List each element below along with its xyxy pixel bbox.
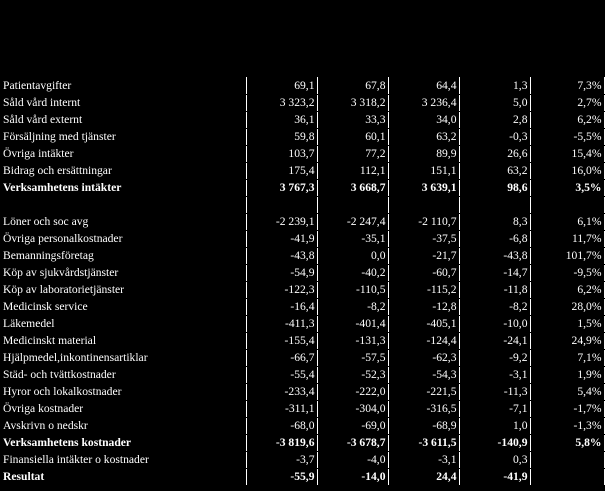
value-col-3: 151,1 xyxy=(388,162,459,179)
table-row xyxy=(0,417,604,434)
value-col-2: -52,3 xyxy=(317,366,388,383)
value-col-3: 63,2 xyxy=(388,128,459,145)
value-col-5: -1,3% xyxy=(530,417,604,434)
value-col-4: -41,9 xyxy=(459,468,530,485)
value-col-3: -316,5 xyxy=(388,400,459,417)
row-label: Läkemedel xyxy=(0,315,246,332)
row-label: Bemanningsföretag xyxy=(0,247,246,264)
value-col-5: 5,8% xyxy=(530,434,604,451)
value-col-4: 63,2 xyxy=(459,162,530,179)
value-col-2: 112,1 xyxy=(317,162,388,179)
value-col-3: -37,5 xyxy=(388,230,459,247)
value-col-2: -40,2 xyxy=(317,264,388,281)
row-label: Resultat xyxy=(0,468,246,485)
value-col-4: -140,9 xyxy=(459,434,530,451)
value-col-5 xyxy=(530,468,604,485)
value-col-1: -43,8 xyxy=(246,247,317,264)
value-col-1: -66,7 xyxy=(246,349,317,366)
value-col-1: -55,9 xyxy=(246,468,317,485)
table-row xyxy=(0,315,604,332)
value-col-2: -401,4 xyxy=(317,315,388,332)
value-col-3: -221,5 xyxy=(388,383,459,400)
value-col-3: -62,3 xyxy=(388,349,459,366)
value-col-5: 3,5% xyxy=(530,179,604,196)
value-col-2: 67,8 xyxy=(317,77,388,94)
table-row xyxy=(0,94,604,111)
value-col-3: -21,7 xyxy=(388,247,459,264)
value-col-2: -2 247,4 xyxy=(317,213,388,230)
table-row xyxy=(0,213,604,230)
table-row xyxy=(0,383,604,400)
table-row xyxy=(0,451,604,468)
table-row xyxy=(0,196,604,213)
value-col-3: -60,7 xyxy=(388,264,459,281)
value-col-2: 3 668,7 xyxy=(317,179,388,196)
value-col-2: -3 678,7 xyxy=(317,434,388,451)
table-row xyxy=(0,468,604,485)
row-label: Avskrivn o nedskr xyxy=(0,417,246,434)
row-label: Hyror och lokalkostnader xyxy=(0,383,246,400)
value-col-1: -3 819,6 xyxy=(246,434,317,451)
value-col-4: 1,3 xyxy=(459,77,530,94)
value-col-1: -3,7 xyxy=(246,451,317,468)
value-col-3: -3,1 xyxy=(388,451,459,468)
row-label: Övriga personalkostnader xyxy=(0,230,246,247)
row-label: Köp av sjukvårdstjänster xyxy=(0,264,246,281)
table-row xyxy=(0,298,604,315)
value-col-1: -311,1 xyxy=(246,400,317,417)
table-row xyxy=(0,162,604,179)
row-label: Hjälpmedel,inkontinensartiklar xyxy=(0,349,246,366)
value-col-5: 7,1% xyxy=(530,349,604,366)
value-col-1: 3 767,3 xyxy=(246,179,317,196)
value-col-4: -11,8 xyxy=(459,281,530,298)
value-col-1: -233,4 xyxy=(246,383,317,400)
value-col-5: 28,0% xyxy=(530,298,604,315)
row-label: Verksamhetens intäkter xyxy=(0,179,246,196)
value-col-4: -11,3 xyxy=(459,383,530,400)
value-col-5: 6,2% xyxy=(530,111,604,128)
value-col-3: -405,1 xyxy=(388,315,459,332)
row-label: Patientavgifter xyxy=(0,77,246,94)
value-col-3 xyxy=(388,196,459,213)
value-col-4 xyxy=(459,196,530,213)
row-label: Såld vård externt xyxy=(0,111,246,128)
table-row xyxy=(0,281,604,298)
value-col-5 xyxy=(530,196,604,213)
row-label: Medicinsk service xyxy=(0,298,246,315)
value-col-5: 15,4% xyxy=(530,145,604,162)
value-col-3: 24,4 xyxy=(388,468,459,485)
table-row xyxy=(0,400,604,417)
row-label: Medicinskt material xyxy=(0,332,246,349)
table-row xyxy=(0,179,604,196)
value-col-5: 24,9% xyxy=(530,332,604,349)
value-col-1: 69,1 xyxy=(246,77,317,94)
value-col-3: -2 110,7 xyxy=(388,213,459,230)
value-col-2: -304,0 xyxy=(317,400,388,417)
value-col-5: 101,7% xyxy=(530,247,604,264)
table-row xyxy=(0,128,604,145)
value-col-5: 5,4% xyxy=(530,383,604,400)
value-col-4: 0,3 xyxy=(459,451,530,468)
value-col-3: -68,9 xyxy=(388,417,459,434)
value-col-1: 59,8 xyxy=(246,128,317,145)
value-col-5 xyxy=(530,451,604,468)
value-col-1: -122,3 xyxy=(246,281,317,298)
value-col-4: -9,2 xyxy=(459,349,530,366)
table-row xyxy=(0,349,604,366)
value-col-5: -9,5% xyxy=(530,264,604,281)
value-col-1: -2 239,1 xyxy=(246,213,317,230)
row-label: Städ- och tvättkostnader xyxy=(0,366,246,383)
value-col-1: -411,3 xyxy=(246,315,317,332)
value-col-2: -222,0 xyxy=(317,383,388,400)
value-col-3: 64,4 xyxy=(388,77,459,94)
value-col-5: 1,5% xyxy=(530,315,604,332)
value-col-1: -16,4 xyxy=(246,298,317,315)
value-col-3: 89,9 xyxy=(388,145,459,162)
value-col-4: -24,1 xyxy=(459,332,530,349)
value-col-4: -14,7 xyxy=(459,264,530,281)
value-col-1: -41,9 xyxy=(246,230,317,247)
value-col-2: -69,0 xyxy=(317,417,388,434)
value-col-5: -5,5% xyxy=(530,128,604,145)
value-col-4: -0,3 xyxy=(459,128,530,145)
value-col-1: -54,9 xyxy=(246,264,317,281)
value-col-4: 8,3 xyxy=(459,213,530,230)
value-col-4: 1,0 xyxy=(459,417,530,434)
financial-table xyxy=(0,77,605,486)
value-col-4: -8,2 xyxy=(459,298,530,315)
value-col-5: 2,7% xyxy=(530,94,604,111)
value-col-4: -3,1 xyxy=(459,366,530,383)
value-col-4: 2,8 xyxy=(459,111,530,128)
value-col-4: 5,0 xyxy=(459,94,530,111)
value-col-2: -4,0 xyxy=(317,451,388,468)
table-row xyxy=(0,230,604,247)
row-label: Såld vård internt xyxy=(0,94,246,111)
row-label: Bidrag och ersättningar xyxy=(0,162,246,179)
value-col-1: 175,4 xyxy=(246,162,317,179)
value-col-3: 3 639,1 xyxy=(388,179,459,196)
value-col-5: 6,1% xyxy=(530,213,604,230)
value-col-2: 33,3 xyxy=(317,111,388,128)
value-col-3: -54,3 xyxy=(388,366,459,383)
value-col-2: -35,1 xyxy=(317,230,388,247)
value-col-2: 0,0 xyxy=(317,247,388,264)
value-col-5: 6,2% xyxy=(530,281,604,298)
value-col-4: -7,1 xyxy=(459,400,530,417)
value-col-2: -131,3 xyxy=(317,332,388,349)
value-col-1: -155,4 xyxy=(246,332,317,349)
table-row xyxy=(0,247,604,264)
value-col-3: -115,2 xyxy=(388,281,459,298)
table-row xyxy=(0,77,604,94)
row-label: Verksamhetens kostnader xyxy=(0,434,246,451)
value-col-5: 1,9% xyxy=(530,366,604,383)
value-col-1: 36,1 xyxy=(246,111,317,128)
value-col-2: 3 318,2 xyxy=(317,94,388,111)
value-col-2: 60,1 xyxy=(317,128,388,145)
table-row xyxy=(0,434,604,451)
value-col-1 xyxy=(246,196,317,213)
value-col-5: 16,0% xyxy=(530,162,604,179)
value-col-5: -1,7% xyxy=(530,400,604,417)
value-col-2: 77,2 xyxy=(317,145,388,162)
value-col-4: -6,8 xyxy=(459,230,530,247)
row-label: Övriga intäkter xyxy=(0,145,246,162)
table-row xyxy=(0,366,604,383)
value-col-3: -124,4 xyxy=(388,332,459,349)
value-col-3: 3 236,4 xyxy=(388,94,459,111)
value-col-2: -57,5 xyxy=(317,349,388,366)
value-col-1: 3 323,2 xyxy=(246,94,317,111)
value-col-1: 103,7 xyxy=(246,145,317,162)
row-label: Finansiella intäkter o kostnader xyxy=(0,451,246,468)
value-col-2: -14,0 xyxy=(317,468,388,485)
table-row xyxy=(0,111,604,128)
row-label xyxy=(0,196,246,213)
value-col-3: -12,8 xyxy=(388,298,459,315)
value-col-4: -43,8 xyxy=(459,247,530,264)
table-body xyxy=(0,77,604,485)
row-label: Försäljning med tjänster xyxy=(0,128,246,145)
value-col-5: 11,7% xyxy=(530,230,604,247)
value-col-2 xyxy=(317,196,388,213)
table-row xyxy=(0,145,604,162)
value-col-2: -110,5 xyxy=(317,281,388,298)
row-label: Löner och soc avg xyxy=(0,213,246,230)
row-label: Köp av laboratorietjänster xyxy=(0,281,246,298)
table-row xyxy=(0,332,604,349)
value-col-4: 26,6 xyxy=(459,145,530,162)
value-col-5: 7,3% xyxy=(530,77,604,94)
value-col-3: -3 611,5 xyxy=(388,434,459,451)
value-col-1: -55,4 xyxy=(246,366,317,383)
value-col-1: -68,0 xyxy=(246,417,317,434)
value-col-4: 98,6 xyxy=(459,179,530,196)
value-col-2: -8,2 xyxy=(317,298,388,315)
value-col-3: 34,0 xyxy=(388,111,459,128)
table-row xyxy=(0,264,604,281)
value-col-4: -10,0 xyxy=(459,315,530,332)
row-label: Övriga kostnader xyxy=(0,400,246,417)
